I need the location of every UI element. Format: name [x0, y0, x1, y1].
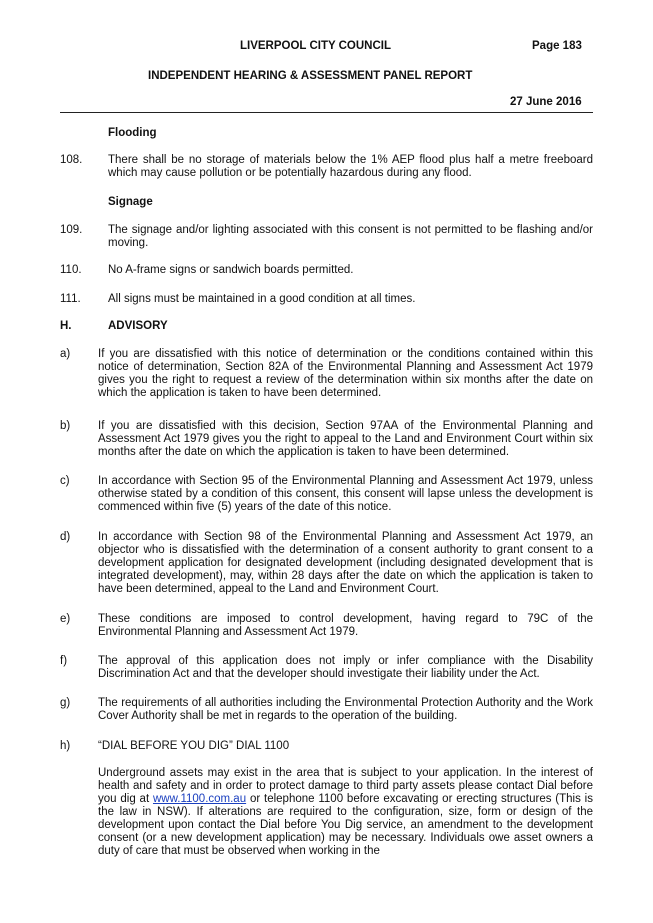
report-title: INDEPENDENT HEARING & ASSESSMENT PANEL REPORT — [148, 70, 473, 82]
advisory-letter: a) — [60, 348, 71, 360]
advisory-text: In accordance with Section 95 of the Environmental Planning and Assessment Act 1979, unless otherwise stated by a condition of this consent, this consent will lapse unless the development is commenced within five (5) years of the date of this notice. — [98, 475, 593, 513]
condition-item — [60, 264, 593, 278]
section-heading-flooding: Flooding — [108, 127, 157, 139]
dial-paragraph-text-start: Underground assets may exist in the area that is subject to your application. In the interest of health and safety and in order to protect damage to third party assets please contact Dial before you dig at — [98, 767, 593, 805]
condition-text: All signs must be maintained in a good condition at all times. — [108, 293, 416, 305]
advisory-text: “DIAL BEFORE YOU DIG” DIAL 1100 — [98, 740, 290, 752]
advisory-item — [60, 740, 593, 754]
condition-text: There shall be no storage of materials below the 1% AEP flood plus half a metre freeboard which may cause pollution or be potentially hazardous during any flood. — [108, 154, 593, 179]
advisory-text: If you are dissatisfied with this notice of determination or the conditions contained within this notice of determination, Section 82A of the Environmental Planning and Assessment Act 1979 gives you the right to request a review of the determination within six months after the date on which the application is taken to have been determined. — [98, 348, 593, 399]
advisory-letter: g) — [60, 697, 71, 709]
advisory-text: If you are dissatisfied with this decision, Section 97AA of the Environmental Planning and Assessment Act 1979 gives you the right to appeal to the Land and Environment Court within six months after the date on which the application is taken to have been determined. — [98, 420, 593, 458]
condition-item — [60, 293, 593, 307]
advisory-letter: d) — [60, 531, 71, 543]
advisory-text: These conditions are imposed to control development, having regard to 79C of the Environmental Planning and Assessment Act 1979. — [98, 613, 593, 638]
advisory-item — [60, 613, 593, 641]
advisory-text: The requirements of all authorities including the Environmental Protection Authority and the Work Cover Authority shall be met in regards to the operation of the building. — [98, 697, 593, 722]
advisory-text: The approval of this application does not imply or infer compliance with the Disability Discrimination Act and that the developer should investigate their liability under the Act. — [98, 655, 593, 680]
condition-number: 111. — [60, 293, 81, 305]
advisory-letter: h) — [60, 740, 71, 752]
section-heading-signage: Signage — [108, 196, 153, 208]
dial-before-you-dig-paragraph — [98, 767, 593, 858]
advisory-letter: b) — [60, 420, 71, 432]
advisory-letter: c) — [60, 475, 70, 487]
advisory-letter: f) — [60, 655, 68, 667]
condition-item — [60, 224, 593, 252]
advisory-item — [60, 348, 593, 402]
page-number: Page 183 — [532, 40, 582, 52]
advisory-item — [60, 475, 593, 516]
dial-website-link[interactable]: www.1100.com.au — [152, 793, 247, 805]
dial-paragraph-text-end: or telephone 1100 before excavating or erecting structures (This is the law in NSW). If alterations are required to the configuration, size, form or design of the development upon contact the Dial before You Dig service, an amendment to the development consent (or a new development application) may be necessary. Individuals owe asset owners a duty of care that must be observed when working in the — [98, 793, 593, 857]
advisory-item — [60, 655, 593, 683]
council-name: LIVERPOOL CITY COUNCIL — [240, 40, 392, 52]
condition-number: 109. — [60, 224, 83, 236]
section-number-advisory: H. — [60, 320, 72, 332]
advisory-text: In accordance with Section 98 of the Environmental Planning and Assessment Act 1979, an objector who is dissatisfied with the determination of a consent authority to grant consent to a development application for designated development (including designated development that is integrated development), may, within 28 days after the date on which the application is taken to have been determined, appeal to the Land and Environment Court. — [98, 531, 593, 595]
condition-number: 108. — [60, 154, 83, 166]
advisory-item — [60, 531, 593, 598]
condition-item — [60, 154, 593, 182]
condition-text: No A-frame signs or sandwich boards permitted. — [108, 264, 354, 276]
advisory-item — [60, 420, 593, 461]
condition-number: 110. — [60, 264, 82, 276]
report-date: 27 June 2016 — [510, 96, 582, 108]
advisory-letter: e) — [60, 613, 71, 625]
section-heading-advisory: ADVISORY — [108, 320, 168, 332]
header-divider — [60, 112, 593, 113]
condition-text: The signage and/or lighting associated with this consent is not permitted to be flashing and/or moving. — [108, 224, 593, 249]
advisory-item — [60, 697, 593, 725]
